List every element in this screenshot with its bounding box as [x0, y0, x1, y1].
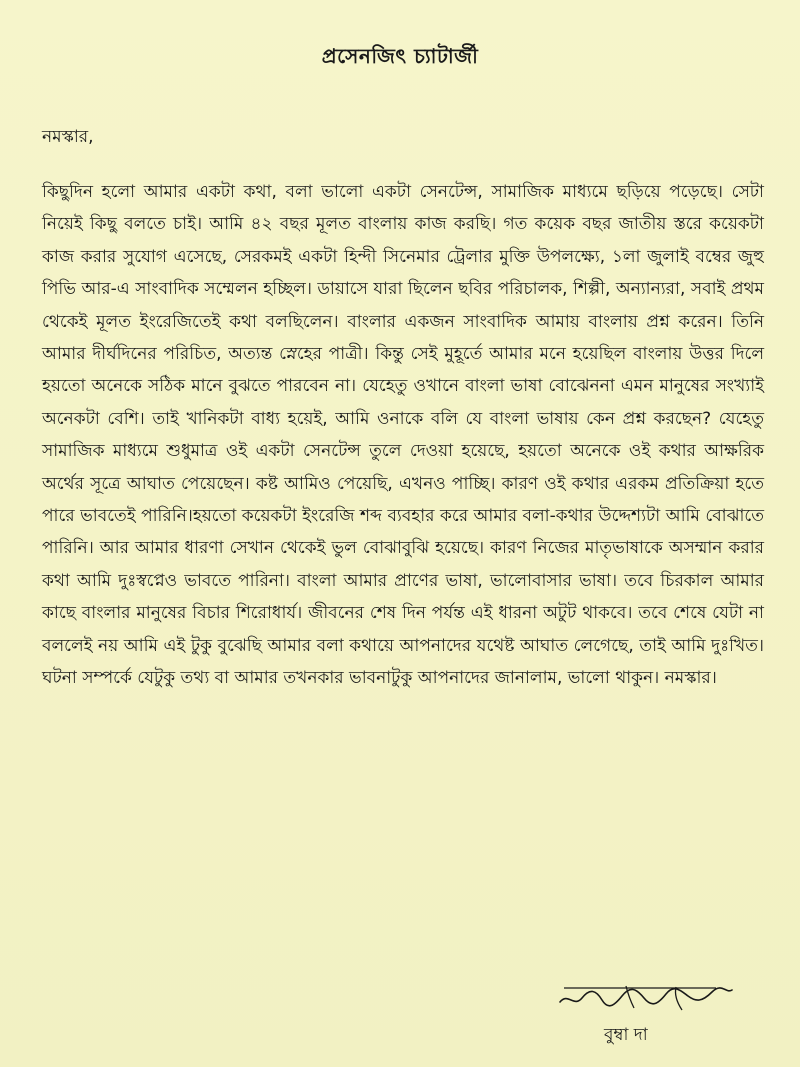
letter-signer: বুম্বা দা	[604, 1025, 648, 1045]
letter-greeting: নমস্কার,	[42, 127, 94, 147]
letter-title: প্রসেনজিৎ চ্যাটার্জী	[321, 44, 479, 68]
handwritten-signature	[556, 978, 736, 1018]
letter-body: কিছুদিন হলো আমার একটা কথা, বলা ভালো একটা সেনটেন্স, সামাজিক মাধ্যমে ছড়িয়ে পড়েছে। সেটা নিয়েই কিছু বলতে চাই। আমি ৪২ বছর মূলত বাংলায় কাজ করছি। গত কয়েক বছর জাতীয় স্তরে কয়েকটা কাজ করার সুযোগ এসেছে, সেরকমই একটা হিন্দী সিনেমার ট্রেলার মুক্তি উপলক্ষ্যে, ১লা জুলাই বম্বের জুহু পিভি আর-এ সাংবাদিক সম্মেলন হচ্ছিল। ডায়াসে যারা ছিলেন ছবির পরিচালক, শিল্পী, অন্যান্যরা, সবাই প্রথম থেকেই মূলত ইংরেজিতেই কথা বলছিলেন। বাংলার একজন সাংবাদিক আমায় বাংলায় প্রশ্ন করেন। তিনি আমার দীর্ঘদিনের পরিচিত, অত্যন্ত স্নেহের পাত্রী। কিন্তু সেই মুহূর্তে আমার মনে হয়েছিল বাংলায় উত্তর দিলে হয়তো অনেকে সঠিক মানে বুঝতে পারবেন না। যেহেতু ওখানে বাংলা ভাষা বোঝেননা এমন মানুষের সংখ্যাই অনেকটা বেশি। তাই খানিকটা বাধ্য হয়েই, আমি ওনাকে বলি যে বাংলা ভাষায় কেন প্রশ্ন করছেন? যেহেতু সামাজিক মাধ্যমে শুধুমাত্র ওই একটা সেনটেন্স তুলে দেওয়া হয়েছে, হয়তো অনেকে ওই কথার আক্ষরিক অর্থের সূত্রে আঘাত পেয়েছেন। কষ্ট আমিও পেয়েছি, এখনও পাচ্ছি। কারণ ওই কথার এরকম প্রতিক্রিয়া হতে পারে ভাবতেই পারিনি।হয়তো কয়েকটা ইংরেজি শব্দ ব্যবহার করে আমার বলা-কথার উদ্দেশ্যটা আমি বোঝাতে পারিনি। আর আমার ধারণা সেখান থেকেই ভুল বোঝাবুঝি হয়েছে। কারণ নিজের মাতৃভাষাকে অসম্মান করার কথা আমি দুঃস্বপ্নেও ভাবতে পারিনা। বাংলা আমার প্রাণের ভাষা, ভালোবাসার ভাষা। তবে চিরকাল আমার কাছে বাংলার মানুষের বিচার শিরোধার্য। জীবনের শেষ দিন পর্যন্ত এই ধারনা অটুট থাকবে। তবে শেষে যেটা না বললেই নয় আমি এই টুকু বুঝেছি আমার বলা কথায়ে আপনাদের যথেষ্ট আঘাত লেগেছে, তাই আমি দুঃখিত। ঘটনা সম্পর্কে যেটুকু তথ্য বা আমার তখনকার ভাবনাটুকু আপনাদের জানালাম, ভালো থাকুন। নমস্কার।	[42, 182, 764, 689]
